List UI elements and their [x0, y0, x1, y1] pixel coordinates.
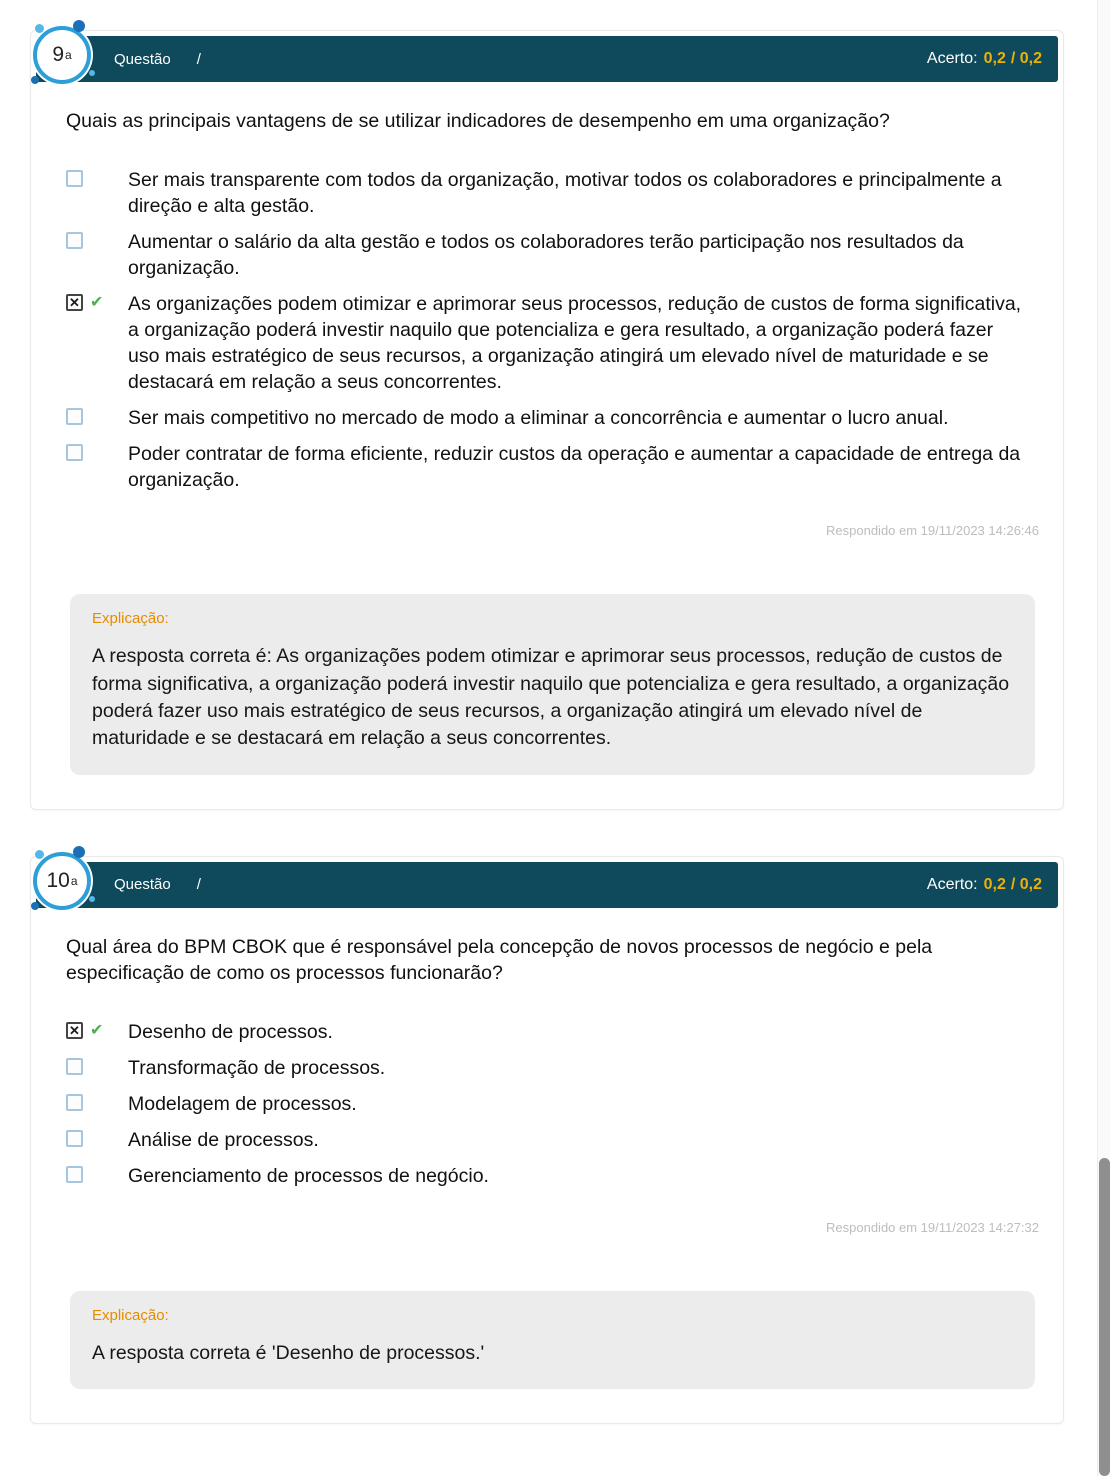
explanation-text: A resposta correta é 'Desenho de processos.' [92, 1341, 485, 1364]
correct-check-icon: ✔ [90, 294, 104, 311]
option-text: Transformação de processos. [128, 1057, 386, 1080]
checkbox-icon[interactable] [66, 444, 83, 461]
badge-dot-icon [35, 24, 44, 33]
option-row [66, 1056, 1039, 1082]
option-text: Aumentar o salário da alta gestão e todos os colaboradores terão participação nos resultados da organização. [128, 231, 964, 280]
checkbox-icon[interactable] [66, 232, 83, 249]
checkbox-checked-icon[interactable]: ✕ [66, 294, 83, 311]
option-row-correct [66, 1020, 1039, 1046]
question-text: Qual área do BPM CBOK que é responsável pela concepção de novos processos de negócio e pela especificação de como os processos funcionarão? [66, 935, 933, 984]
option-row-correct [66, 292, 1039, 396]
badge-dot-icon [73, 20, 85, 32]
explanation-label: Explicação: [92, 1306, 169, 1324]
question-label: Questão [114, 876, 171, 894]
question-card-10 [30, 856, 1064, 1425]
score-label: Acerto: [926, 50, 978, 67]
explanation-label: Explicação: [92, 610, 169, 628]
answered-timestamp: Respondido em 19/11/2023 14:27:32 [826, 1219, 1039, 1235]
option-text: Ser mais transparente com todos da organização, motivar todos os colaboradores e principalmente a direção e alta gestão. [128, 169, 1002, 218]
question-header [36, 862, 1058, 908]
checkbox-icon[interactable] [66, 1166, 83, 1183]
question-separator: / [196, 876, 201, 894]
checkbox-icon[interactable] [66, 1094, 83, 1111]
option-text: Ser mais competitivo no mercado de modo a eliminar a concorrência e aumentar o lucro anual. [128, 406, 949, 429]
option-text: Análise de processos. [128, 1129, 319, 1152]
explanation-text: A resposta correta é: As organizações podem otimizar e aprimorar seus processos, redução de custos de forma significativa, a organização poderá investir naquilo que potencializa e gera resultado, a organização poderá fazer uso mais estratégico de seus recursos, a organização atingirá um elevado nível de maturidade e se destacará em relação a seus concorrentes. [92, 645, 1010, 750]
question-separator: / [196, 50, 201, 68]
options-list [66, 1020, 1039, 1190]
question-card-9 [30, 30, 1064, 810]
question-text: Quais as principais vantagens de se utilizar indicadores de desempenho em uma organização? [66, 110, 890, 132]
badge-dot-icon [73, 846, 85, 858]
score-total: / 0,2 [1010, 50, 1042, 67]
question-label: Questão [114, 50, 171, 68]
checkbox-icon[interactable] [66, 1130, 83, 1147]
option-text: Modelagem de processos. [128, 1093, 357, 1116]
options-list [66, 168, 1039, 493]
badge-dot-icon [89, 70, 95, 76]
badge-dot-icon [35, 850, 44, 859]
badge-number: 9 [52, 43, 64, 66]
scrollbar[interactable] [1097, 0, 1110, 1476]
question-body [31, 82, 1063, 809]
badge-dot-icon [31, 902, 39, 910]
option-row [66, 406, 1039, 432]
question-number-badge [33, 26, 91, 84]
explanation-box [70, 1291, 1035, 1389]
score-value: 0,2 [983, 50, 1006, 67]
score-total: / 0,2 [1010, 875, 1042, 893]
scrollbar-thumb[interactable] [1099, 1158, 1110, 1476]
badge-ordinal: a [65, 48, 72, 62]
correct-check-icon: ✔ [90, 1022, 104, 1040]
badge-dot-icon [89, 896, 95, 902]
badge-number: 10 [46, 868, 70, 892]
option-row [66, 230, 1039, 282]
answered-timestamp: Respondido em 19/11/2023 14:26:46 [826, 523, 1039, 539]
option-text: As organizações podem otimizar e aprimorar seus processos, redução de custos de forma significativa, a organização poderá investir naquilo que potencializa e gera resultado, a organização poderá fazer uso mais estratégico de seus recursos, a organização atingirá um elevado nível de maturidade e se destacará em relação a seus concorrentes. [128, 293, 1022, 393]
score-value: 0,2 [983, 875, 1006, 893]
question-body [31, 908, 1063, 1424]
option-row [66, 1164, 1039, 1190]
badge-dot-icon [31, 76, 39, 84]
option-text: Poder contratar de forma eficiente, reduzir custos da operação e aumentar a capacidade de entrega da organização. [128, 442, 1021, 491]
badge-ordinal: a [70, 873, 78, 888]
checkbox-checked-icon[interactable]: ✕ [66, 1022, 83, 1039]
question-header [36, 36, 1058, 82]
option-row [66, 1128, 1039, 1154]
score-display [927, 876, 1042, 894]
option-row [66, 168, 1039, 220]
option-text: Gerenciamento de processos de negócio. [128, 1164, 489, 1187]
option-text: Desenho de processos. [128, 1021, 333, 1044]
checkbox-icon[interactable] [66, 170, 83, 187]
explanation-box [70, 594, 1035, 774]
option-row [66, 442, 1039, 494]
score-display [927, 50, 1042, 68]
option-row [66, 1092, 1039, 1118]
checkbox-icon[interactable] [66, 408, 83, 425]
checkbox-icon[interactable] [66, 1058, 83, 1075]
score-label: Acerto: [926, 875, 978, 893]
question-number-badge [33, 852, 91, 910]
